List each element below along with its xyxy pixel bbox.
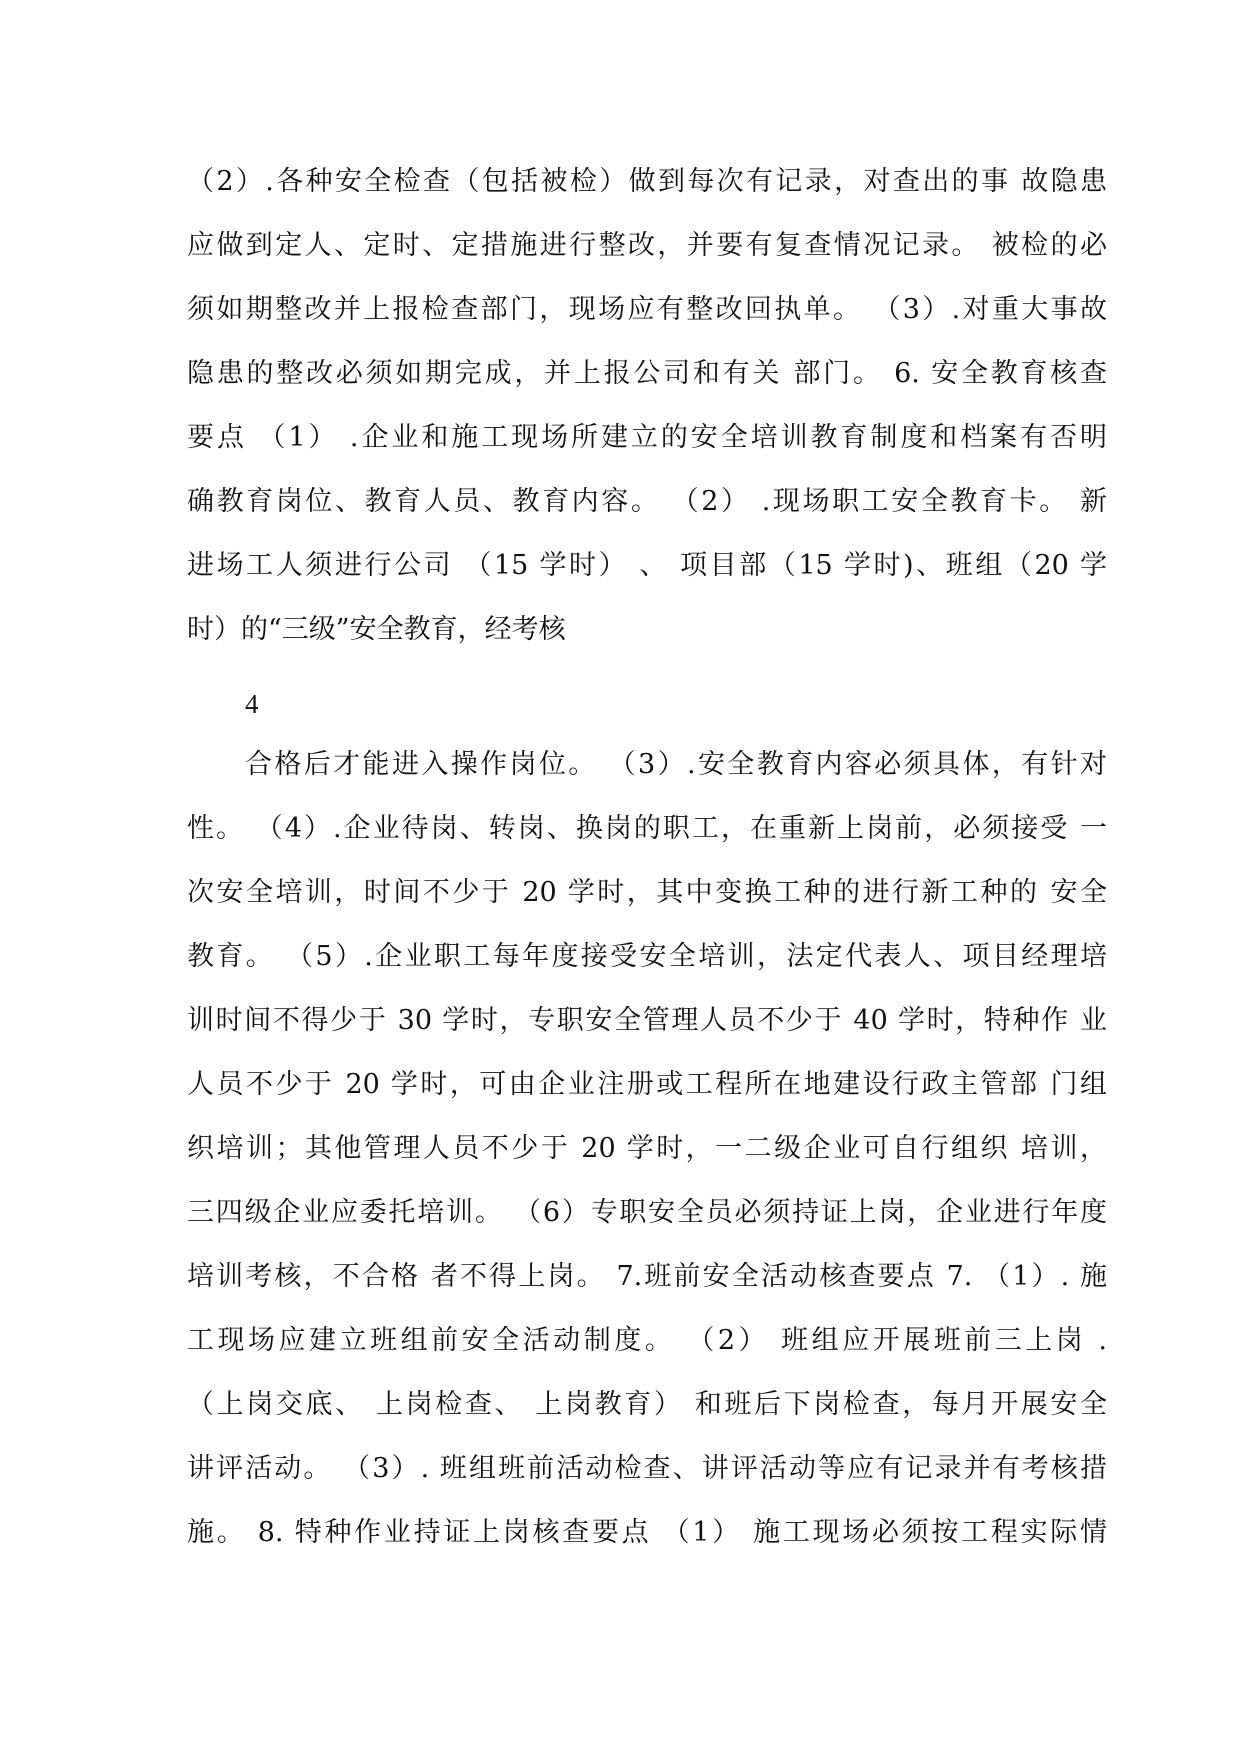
text-line: 须如期整改并上报检查部门，现场应有整改回执单。 （3）.对重大事故 (187, 294, 1107, 325)
text-line: 要点 （1） .企业和施工现场所建立的安全培训教育制度和档案有否明 (187, 422, 1107, 453)
text-line: 时）的“三级”安全教育，经考核 (187, 614, 566, 645)
text-line: 讲评活动。 （3）. 班组班前活动检查、讲评活动等应有记录并有考核措 (187, 1453, 1107, 1484)
text-line: （2）.各种安全检查（包括被检）做到每次有记录，对查出的事 故隐患 (187, 166, 1107, 197)
text-line: 三四级企业应委托培训。 （6）专职安全员必须持证上岗，企业进行年度 (187, 1197, 1107, 1228)
text-line: 织培训；其他管理人员不少于 20 学时，一二级企业可自行组织 培训， (187, 1133, 1107, 1164)
text-line: 性。 （4）.企业待岗、转岗、换岗的职工，在重新上岗前，必须接受 一 (187, 813, 1107, 844)
text-line: 隐患的整改必须如期完成，并上报公司和有关 部门。 6. 安全教育核查 (187, 358, 1107, 389)
page-number: 4 (245, 689, 259, 719)
paragraph-safety-education (187, 733, 1107, 1565)
paragraph-safety-inspection (187, 150, 1107, 662)
text-line: 培训考核，不合格 者不得上岗。 7.班前安全活动核查要点 7. （1）. 施 (187, 1261, 1107, 1292)
text-line: 工现场应建立班组前安全活动制度。 （2） 班组应开展班前三上岗 . (187, 1325, 1107, 1356)
text-line: 人员不少于 20 学时，可由企业注册或工程所在地建设行政主管部 门组 (187, 1069, 1107, 1100)
text-line: 确教育岗位、教育人员、教育内容。 （2） .现场职工安全教育卡。 新 (187, 486, 1107, 517)
text-line: 训时间不得少于 30 学时，专职安全管理人员不少于 40 学时，特种作 业 (187, 1005, 1107, 1036)
text-line: （上岗交底、 上岗检查、 上岗教育） 和班后下岗检查，每月开展安全 (187, 1389, 1107, 1420)
text-line: 次安全培训，时间不少于 20 学时，其中变换工种的进行新工种的 安全 (187, 877, 1107, 908)
text-line: 教育。 （5）.企业职工每年度接受安全培训，法定代表人、项目经理培 (187, 941, 1107, 972)
text-line: 应做到定人、定时、定措施进行整改，并要有复查情况记录。 被检的必 (187, 230, 1107, 261)
text-line: 施。 8. 特种作业持证上岗核查要点 （1） 施工现场必须按工程实际情 (187, 1517, 1107, 1548)
text-line: 合格后才能进入操作岗位。 （3）.安全教育内容必须具体，有针对 (245, 749, 1107, 780)
text-line: 进场工人须进行公司 （15 学时） 、 项目部（15 学时)、班组（20 学 (187, 550, 1107, 581)
